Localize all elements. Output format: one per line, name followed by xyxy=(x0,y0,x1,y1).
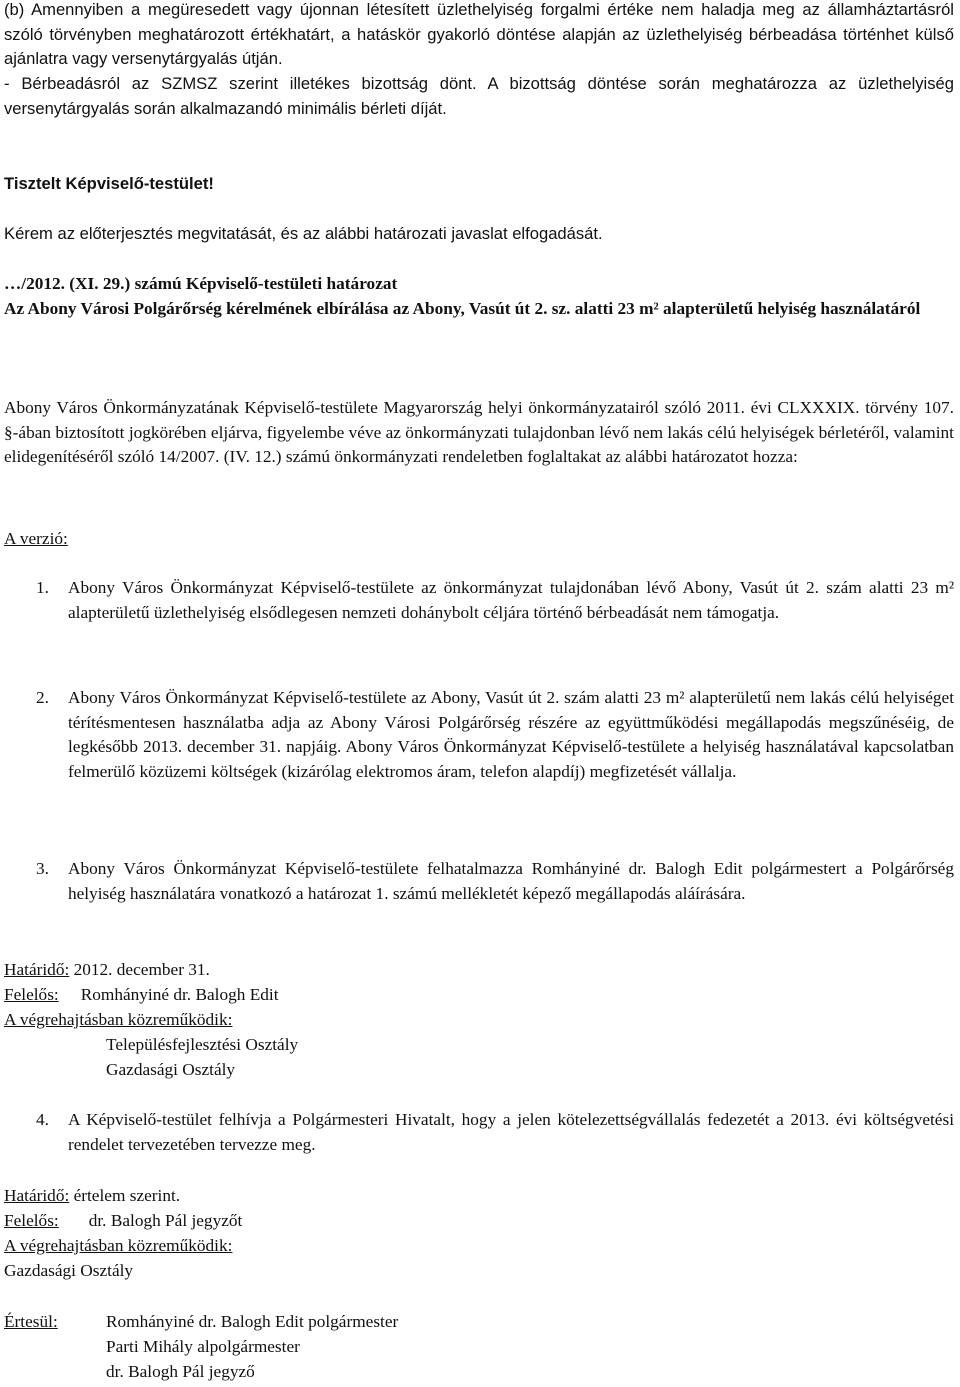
participants-label: A végrehajtásban közreműködik: xyxy=(4,1236,233,1255)
participant-item: Településfejlesztési Osztály xyxy=(106,1035,299,1054)
deadline-label: Határidő: xyxy=(4,1186,70,1205)
participant-item: Gazdasági Osztály xyxy=(4,1261,134,1280)
notify-recipient: dr. Balogh Pál jegyző xyxy=(106,1362,255,1381)
intro-paragraph-dash: - Bérbeadásról az SZMSZ szerint illetékes bizottság dönt. A bizottság döntése során meghatározza az üzlethelyiség versenytárgyalás során alkalmazandó minimális bérleti díját. xyxy=(4,74,954,118)
responsible-value: dr. Balogh Pál jegyzőt xyxy=(88,1211,243,1230)
resolution-item-4 xyxy=(36,1108,954,1157)
item-number: 4. xyxy=(36,1110,49,1129)
item-text: Abony Város Önkormányzat Képviselő-testülete felhatalmazza Romhányiné dr. Balogh Edit polgármestert a Polgárőrség helyiség használatára vonatkozó a határozat 1. számú mellékletét képező megállapodás aláírására. xyxy=(68,859,954,903)
notify-recipient: Parti Mihály alpolgármester xyxy=(106,1337,300,1356)
item-text: A Képviselő-testület felhívja a Polgármesteri Hivatalt, hogy a jelen kötelezettségvállalás fedezetét a 2013. évi költségvetési rendelet tervezetében tervezze meg. xyxy=(68,1110,954,1154)
intro-paragraph-b: (b) Amennyiben a megüresedett vagy újonnan létesített üzlethelyiség forgalmi értéke nem haladja meg az államháztartásról szóló törvényben meghatározott értékhatárt, a hatáskör gyakorló döntése alapján az üzlethelyiség bérbeadása történhet külső ajánlatra vagy versenytárgyalás útján. xyxy=(4,0,954,69)
responsible-row xyxy=(4,983,279,1008)
item-number: 1. xyxy=(36,578,49,597)
item-number: 2. xyxy=(36,688,49,707)
item-text: Abony Város Önkormányzat Képviselő-testülete az önkormányzat tulajdonában lévő Abony, Vasút út 2. szám alatti 23 m² alapterületű üzlethelyiség elsődlegesen nemzeti dohánybolt céljára történő bérbeadását nem támogatja. xyxy=(68,578,954,622)
responsible-label: Felelős: xyxy=(4,1211,59,1230)
responsible-row xyxy=(4,1209,242,1234)
deadline-label: Határidő: xyxy=(4,960,70,979)
notify-label: Értesül: xyxy=(4,1312,58,1331)
deadline-row xyxy=(4,1184,180,1209)
responsible-value: Romhányiné dr. Balogh Edit xyxy=(80,985,279,1004)
version-label: A verzió: xyxy=(4,529,68,548)
resolution-preamble: Abony Város Önkormányzatának Képviselő-testülete Magyarország helyi önkormányzatairól szóló 2011. évi CLXXXIX. törvény 107. §-ában biztosított jogkörében eljárva, figyelembe véve az önkormányzati tulajdonban lévő nem lakás célú helyiségek bérletéről, valamint elidegenítéséről szóló 14/2007. (IV. 12.) számú önkormányzati rendeletben foglaltakat az alábbi határozatot hozza: xyxy=(4,398,954,467)
resolution-item-1 xyxy=(36,576,954,625)
item-number: 3. xyxy=(36,859,49,878)
deadline-row xyxy=(4,958,210,983)
notify-recipient: Romhányiné dr. Balogh Edit polgármester xyxy=(106,1312,399,1331)
item-text: Abony Város Önkormányzat Képviselő-testülete az Abony, Vasút út 2. szám alatti 23 m² alapterületű nem lakás célú helyiséget térítésmentesen használatba adja az Abony Városi Polgárőrség részére az együttműködési megállapodás megszűnéséig, de legkésőbb 2013. december 31. napjáig. Abony Város Önkormányzat Képviselő-testülete a helyiség használatával kapcsolatban felmerülő közüzemi költségek (kizárólag elektromos áram, telefon alapdíj) megfizetését vállalja. xyxy=(68,688,954,781)
participants-label: A végrehajtásban közreműködik: xyxy=(4,1010,233,1029)
salutation: Tisztelt Képviselő-testület! xyxy=(4,174,214,193)
resolution-item-3 xyxy=(36,857,954,906)
request-sentence: Kérem az előterjesztés megvitatását, és az alábbi határozati javaslat elfogadását. xyxy=(4,224,603,243)
responsible-label: Felelős: xyxy=(4,985,59,1004)
participant-item: Gazdasági Osztály xyxy=(106,1060,236,1079)
resolution-item-2 xyxy=(36,686,954,784)
deadline-value: 2012. december 31. xyxy=(69,960,210,979)
deadline-value: értelem szerint. xyxy=(69,1186,181,1205)
resolution-number: …/2012. (XI. 29.) számú Képviselő-testületi határozat xyxy=(4,274,398,293)
resolution-title: Az Abony Városi Polgárőrség kérelmének elbírálása az Abony, Vasút út 2. sz. alatti 23 m² alapterületű helyiség használatáról xyxy=(4,299,921,318)
